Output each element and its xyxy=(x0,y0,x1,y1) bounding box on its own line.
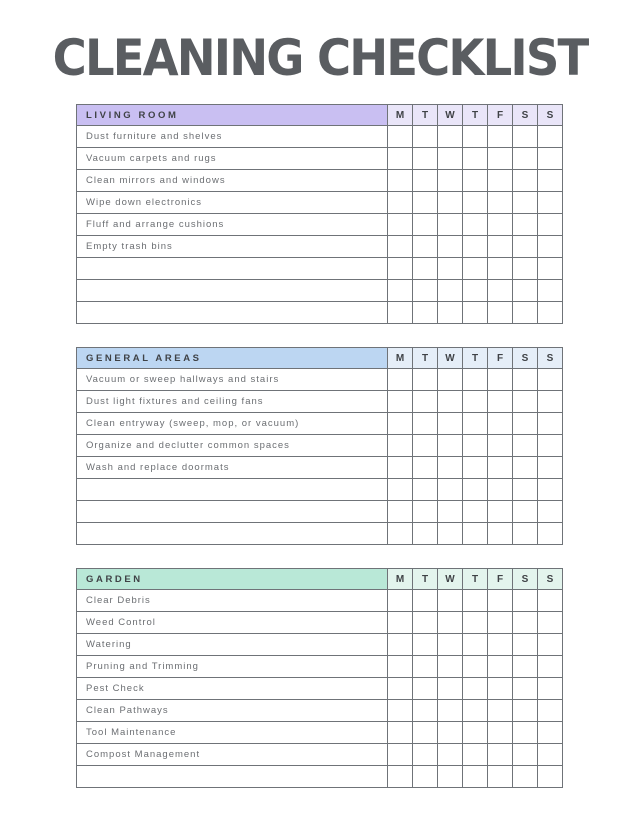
checkbox-cell[interactable] xyxy=(413,258,438,280)
checkbox-cell[interactable] xyxy=(438,170,463,192)
checkbox-cell[interactable] xyxy=(513,501,538,523)
checkbox-cell[interactable] xyxy=(463,700,488,722)
checkbox-cell[interactable] xyxy=(513,258,538,280)
day-header: S xyxy=(513,569,538,590)
checkbox-cell[interactable] xyxy=(488,656,513,678)
checkbox-cell[interactable] xyxy=(513,612,538,634)
checkbox-cell[interactable] xyxy=(513,744,538,766)
checkbox-cell[interactable] xyxy=(488,369,513,391)
task-row xyxy=(77,126,563,148)
section-title: GENERAL AREAS xyxy=(77,348,388,369)
task-row xyxy=(77,413,563,435)
day-header: S xyxy=(538,569,563,590)
checkbox-cell[interactable] xyxy=(413,744,438,766)
checkbox-cell[interactable] xyxy=(538,435,563,457)
checkbox-cell[interactable] xyxy=(438,634,463,656)
checkbox-cell[interactable] xyxy=(488,766,513,788)
checkbox-cell[interactable] xyxy=(538,369,563,391)
checkbox-cell[interactable] xyxy=(488,523,513,545)
task-row xyxy=(77,678,563,700)
day-header: W xyxy=(438,348,463,369)
checkbox-cell[interactable] xyxy=(413,435,438,457)
checkbox-cell[interactable] xyxy=(388,214,413,236)
task-row xyxy=(77,744,563,766)
checkbox-cell[interactable] xyxy=(388,766,413,788)
section-header-row xyxy=(77,105,563,126)
task-label: Clean entryway (sweep, mop, or vacuum) xyxy=(77,413,388,435)
checkbox-cell[interactable] xyxy=(388,170,413,192)
checkbox-cell[interactable] xyxy=(413,612,438,634)
checkbox-cell[interactable] xyxy=(513,634,538,656)
checkbox-cell[interactable] xyxy=(438,678,463,700)
day-header: S xyxy=(538,105,563,126)
day-header: S xyxy=(513,348,538,369)
checkbox-cell[interactable] xyxy=(463,214,488,236)
checkbox-cell[interactable] xyxy=(413,236,438,258)
checkbox-cell[interactable] xyxy=(463,656,488,678)
task-label: Dust furniture and shelves xyxy=(77,126,388,148)
task-row xyxy=(77,457,563,479)
checkbox-cell[interactable] xyxy=(413,192,438,214)
checkbox-cell[interactable] xyxy=(413,656,438,678)
checkbox-cell[interactable] xyxy=(438,722,463,744)
checkbox-cell[interactable] xyxy=(413,590,438,612)
checkbox-cell[interactable] xyxy=(463,148,488,170)
task-row xyxy=(77,148,563,170)
task-label: Empty trash bins xyxy=(77,236,388,258)
checkbox-cell[interactable] xyxy=(438,280,463,302)
checkbox-cell[interactable] xyxy=(388,413,413,435)
checkbox-cell[interactable] xyxy=(538,192,563,214)
checkbox-cell[interactable] xyxy=(438,457,463,479)
task-row xyxy=(77,656,563,678)
task-row xyxy=(77,214,563,236)
checkbox-cell[interactable] xyxy=(438,656,463,678)
task-label: Clean Pathways xyxy=(77,700,388,722)
checkbox-cell[interactable] xyxy=(513,214,538,236)
checkbox-cell[interactable] xyxy=(538,457,563,479)
checkbox-cell[interactable] xyxy=(388,435,413,457)
task-row xyxy=(77,766,563,788)
checkbox-cell[interactable] xyxy=(513,413,538,435)
task-label xyxy=(77,258,388,280)
checkbox-cell[interactable] xyxy=(438,413,463,435)
task-row xyxy=(77,612,563,634)
checkbox-cell[interactable] xyxy=(488,126,513,148)
checkbox-cell[interactable] xyxy=(513,170,538,192)
checkbox-cell[interactable] xyxy=(438,501,463,523)
checkbox-cell[interactable] xyxy=(513,126,538,148)
checkbox-cell[interactable] xyxy=(413,634,438,656)
checkbox-cell[interactable] xyxy=(438,236,463,258)
checkbox-cell[interactable] xyxy=(388,302,413,324)
checkbox-cell[interactable] xyxy=(388,457,413,479)
checkbox-cell[interactable] xyxy=(538,413,563,435)
section-title: GARDEN xyxy=(77,569,388,590)
checkbox-cell[interactable] xyxy=(488,700,513,722)
checkbox-cell[interactable] xyxy=(488,722,513,744)
checkbox-cell[interactable] xyxy=(438,214,463,236)
checkbox-cell[interactable] xyxy=(413,766,438,788)
task-label: Vacuum carpets and rugs xyxy=(77,148,388,170)
checkbox-cell[interactable] xyxy=(488,170,513,192)
checkbox-cell[interactable] xyxy=(413,523,438,545)
checkbox-cell[interactable] xyxy=(538,656,563,678)
section-header-row xyxy=(77,569,563,590)
checkbox-cell[interactable] xyxy=(538,634,563,656)
checkbox-cell[interactable] xyxy=(463,457,488,479)
checkbox-cell[interactable] xyxy=(438,192,463,214)
checkbox-cell[interactable] xyxy=(438,148,463,170)
checkbox-cell[interactable] xyxy=(413,501,438,523)
checkbox-cell[interactable] xyxy=(388,501,413,523)
section-header-row xyxy=(77,348,563,369)
day-header: T xyxy=(463,569,488,590)
checkbox-cell[interactable] xyxy=(388,523,413,545)
checkbox-cell[interactable] xyxy=(463,413,488,435)
checkbox-cell[interactable] xyxy=(513,678,538,700)
checkbox-cell[interactable] xyxy=(538,612,563,634)
checkbox-cell[interactable] xyxy=(513,590,538,612)
checkbox-cell[interactable] xyxy=(513,435,538,457)
checkbox-cell[interactable] xyxy=(463,258,488,280)
day-header: M xyxy=(388,569,413,590)
task-row xyxy=(77,391,563,413)
checkbox-cell[interactable] xyxy=(538,148,563,170)
task-label xyxy=(77,479,388,501)
checkbox-cell[interactable] xyxy=(463,678,488,700)
checkbox-cell[interactable] xyxy=(438,435,463,457)
checkbox-cell[interactable] xyxy=(463,722,488,744)
day-header: F xyxy=(488,348,513,369)
task-row xyxy=(77,258,563,280)
day-header: S xyxy=(513,105,538,126)
task-label xyxy=(77,501,388,523)
checkbox-cell[interactable] xyxy=(388,479,413,501)
checkbox-cell[interactable] xyxy=(513,656,538,678)
checkbox-cell[interactable] xyxy=(388,612,413,634)
task-row xyxy=(77,192,563,214)
checkbox-cell[interactable] xyxy=(463,369,488,391)
day-header: T xyxy=(413,348,438,369)
checkbox-cell[interactable] xyxy=(513,479,538,501)
checkbox-cell[interactable] xyxy=(438,258,463,280)
checkbox-cell[interactable] xyxy=(513,302,538,324)
checkbox-cell[interactable] xyxy=(463,744,488,766)
task-row xyxy=(77,369,563,391)
checkbox-cell[interactable] xyxy=(388,236,413,258)
checkbox-cell[interactable] xyxy=(413,214,438,236)
checkbox-cell[interactable] xyxy=(438,479,463,501)
checkbox-cell[interactable] xyxy=(538,479,563,501)
checkbox-cell[interactable] xyxy=(388,722,413,744)
task-label: Weed Control xyxy=(77,612,388,634)
checkbox-cell[interactable] xyxy=(488,435,513,457)
checkbox-cell[interactable] xyxy=(463,766,488,788)
checkbox-cell[interactable] xyxy=(463,590,488,612)
task-row xyxy=(77,236,563,258)
checkbox-cell[interactable] xyxy=(488,148,513,170)
checkbox-cell[interactable] xyxy=(388,192,413,214)
checkbox-cell[interactable] xyxy=(438,612,463,634)
checkbox-cell[interactable] xyxy=(538,302,563,324)
day-header: W xyxy=(438,105,463,126)
checkbox-cell[interactable] xyxy=(388,590,413,612)
checkbox-cell[interactable] xyxy=(488,457,513,479)
day-header: F xyxy=(488,569,513,590)
task-label: Compost Management xyxy=(77,744,388,766)
checkbox-cell[interactable] xyxy=(463,634,488,656)
task-row xyxy=(77,170,563,192)
checkbox-cell[interactable] xyxy=(388,391,413,413)
day-header: M xyxy=(388,348,413,369)
checkbox-cell[interactable] xyxy=(488,678,513,700)
checkbox-cell[interactable] xyxy=(413,170,438,192)
task-label: Clean mirrors and windows xyxy=(77,170,388,192)
general-areas-table xyxy=(76,347,563,545)
checkbox-cell[interactable] xyxy=(438,744,463,766)
checkbox-cell[interactable] xyxy=(388,700,413,722)
checkbox-cell[interactable] xyxy=(463,236,488,258)
day-header: W xyxy=(438,569,463,590)
living-room-table xyxy=(76,104,563,324)
task-row xyxy=(77,280,563,302)
task-label: Tool Maintenance xyxy=(77,722,388,744)
checkbox-cell[interactable] xyxy=(513,457,538,479)
checkbox-cell[interactable] xyxy=(388,678,413,700)
day-header: T xyxy=(463,105,488,126)
checkbox-cell[interactable] xyxy=(438,302,463,324)
checkbox-cell[interactable] xyxy=(488,391,513,413)
checkbox-cell[interactable] xyxy=(538,214,563,236)
checkbox-cell[interactable] xyxy=(538,766,563,788)
checkbox-cell[interactable] xyxy=(538,722,563,744)
task-label: Watering xyxy=(77,634,388,656)
checkbox-cell[interactable] xyxy=(388,656,413,678)
day-header: M xyxy=(388,105,413,126)
checkbox-cell[interactable] xyxy=(513,766,538,788)
checkbox-cell[interactable] xyxy=(438,700,463,722)
task-label: Pest Check xyxy=(77,678,388,700)
checkbox-cell[interactable] xyxy=(538,700,563,722)
checkbox-cell[interactable] xyxy=(513,236,538,258)
checkbox-cell[interactable] xyxy=(488,302,513,324)
checkbox-cell[interactable] xyxy=(538,590,563,612)
checkbox-cell[interactable] xyxy=(513,148,538,170)
checkbox-cell[interactable] xyxy=(538,391,563,413)
checkbox-cell[interactable] xyxy=(538,126,563,148)
checkbox-cell[interactable] xyxy=(488,590,513,612)
checkbox-cell[interactable] xyxy=(513,280,538,302)
page-title: CLEANING CHECKLIST xyxy=(52,29,588,87)
checkbox-cell[interactable] xyxy=(413,369,438,391)
task-label: Wipe down electronics xyxy=(77,192,388,214)
checkbox-cell[interactable] xyxy=(463,170,488,192)
day-header: F xyxy=(488,105,513,126)
checkbox-cell[interactable] xyxy=(413,479,438,501)
checkbox-cell[interactable] xyxy=(388,369,413,391)
checkbox-cell[interactable] xyxy=(513,391,538,413)
checkbox-cell[interactable] xyxy=(513,523,538,545)
task-row xyxy=(77,722,563,744)
checkbox-cell[interactable] xyxy=(438,590,463,612)
checkbox-cell[interactable] xyxy=(413,678,438,700)
checkbox-cell[interactable] xyxy=(513,369,538,391)
checkbox-cell[interactable] xyxy=(488,192,513,214)
checkbox-cell[interactable] xyxy=(388,280,413,302)
checkbox-cell[interactable] xyxy=(513,192,538,214)
checkbox-cell[interactable] xyxy=(413,148,438,170)
checkbox-cell[interactable] xyxy=(463,280,488,302)
checkbox-cell[interactable] xyxy=(463,501,488,523)
checkbox-cell[interactable] xyxy=(438,766,463,788)
checkbox-cell[interactable] xyxy=(538,744,563,766)
checkbox-cell[interactable] xyxy=(488,413,513,435)
checkbox-cell[interactable] xyxy=(463,302,488,324)
task-label: Vacuum or sweep hallways and stairs xyxy=(77,369,388,391)
checkbox-cell[interactable] xyxy=(463,192,488,214)
checkbox-cell[interactable] xyxy=(513,700,538,722)
checkbox-cell[interactable] xyxy=(388,258,413,280)
task-label xyxy=(77,302,388,324)
garden-table xyxy=(76,568,563,788)
section-title: LIVING ROOM xyxy=(77,105,388,126)
checkbox-cell[interactable] xyxy=(413,126,438,148)
checkbox-cell[interactable] xyxy=(463,126,488,148)
checkbox-cell[interactable] xyxy=(438,126,463,148)
task-label: Organize and declutter common spaces xyxy=(77,435,388,457)
checkbox-cell[interactable] xyxy=(538,236,563,258)
checkbox-cell[interactable] xyxy=(388,126,413,148)
task-label xyxy=(77,766,388,788)
task-row xyxy=(77,634,563,656)
task-row xyxy=(77,590,563,612)
checkbox-cell[interactable] xyxy=(438,523,463,545)
task-label: Clear Debris xyxy=(77,590,388,612)
checkbox-cell[interactable] xyxy=(538,501,563,523)
checkbox-cell[interactable] xyxy=(413,280,438,302)
checkbox-cell[interactable] xyxy=(538,678,563,700)
task-row xyxy=(77,700,563,722)
checkbox-cell[interactable] xyxy=(513,722,538,744)
checkbox-cell[interactable] xyxy=(488,634,513,656)
task-label: Pruning and Trimming xyxy=(77,656,388,678)
checkbox-cell[interactable] xyxy=(488,479,513,501)
checkbox-cell[interactable] xyxy=(538,258,563,280)
task-label: Wash and replace doormats xyxy=(77,457,388,479)
day-header: S xyxy=(538,348,563,369)
checkbox-cell[interactable] xyxy=(413,413,438,435)
checkbox-cell[interactable] xyxy=(488,744,513,766)
checkbox-cell[interactable] xyxy=(388,634,413,656)
checkbox-cell[interactable] xyxy=(488,280,513,302)
checkbox-cell[interactable] xyxy=(413,722,438,744)
checkbox-cell[interactable] xyxy=(413,700,438,722)
checkbox-cell[interactable] xyxy=(463,523,488,545)
task-row xyxy=(77,479,563,501)
task-row xyxy=(77,302,563,324)
checkbox-cell[interactable] xyxy=(488,236,513,258)
checkbox-cell[interactable] xyxy=(438,391,463,413)
task-label xyxy=(77,523,388,545)
task-row xyxy=(77,501,563,523)
checkbox-cell[interactable] xyxy=(538,280,563,302)
checkbox-cell[interactable] xyxy=(463,612,488,634)
checkbox-cell[interactable] xyxy=(413,457,438,479)
checkbox-cell[interactable] xyxy=(488,501,513,523)
day-header: T xyxy=(463,348,488,369)
checkbox-cell[interactable] xyxy=(438,369,463,391)
day-header: T xyxy=(413,569,438,590)
task-row xyxy=(77,523,563,545)
checkbox-cell[interactable] xyxy=(463,435,488,457)
day-header: T xyxy=(413,105,438,126)
task-label: Fluff and arrange cushions xyxy=(77,214,388,236)
checkbox-cell[interactable] xyxy=(388,148,413,170)
checkbox-cell[interactable] xyxy=(488,612,513,634)
checkbox-cell[interactable] xyxy=(488,258,513,280)
checkbox-cell[interactable] xyxy=(388,744,413,766)
checkbox-cell[interactable] xyxy=(463,391,488,413)
checkbox-cell[interactable] xyxy=(463,479,488,501)
checkbox-cell[interactable] xyxy=(488,214,513,236)
checkbox-cell[interactable] xyxy=(538,170,563,192)
checkbox-cell[interactable] xyxy=(413,391,438,413)
checkbox-cell[interactable] xyxy=(538,523,563,545)
task-row xyxy=(77,435,563,457)
checkbox-cell[interactable] xyxy=(413,302,438,324)
task-label xyxy=(77,280,388,302)
task-label: Dust light fixtures and ceiling fans xyxy=(77,391,388,413)
